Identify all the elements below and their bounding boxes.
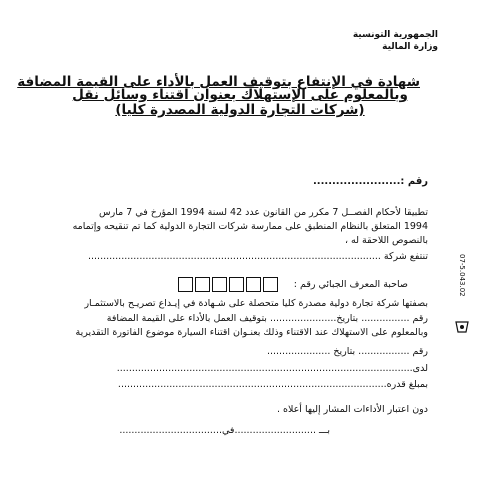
qualification-line-4[interactable]: رقم ................. بتاريخ ..................... bbox=[266, 346, 428, 357]
qualification-line-1: بصفتها شركة تجارة دولية مصدرة كليا متحصلة على شـهادة في إيـداع تصريـح بالاستثمـار bbox=[84, 298, 428, 309]
tax-id-boxes[interactable] bbox=[178, 277, 278, 292]
tax-id-label: صاحبة المعرف الجبائي رقم : bbox=[293, 279, 408, 290]
tax-id-box[interactable] bbox=[195, 277, 210, 292]
tax-id-box[interactable] bbox=[263, 277, 278, 292]
tax-id-box[interactable] bbox=[246, 277, 261, 292]
closing-statement: دون اعتبار الأداءات المشار إليها أعلاه . bbox=[276, 404, 428, 415]
legal-basis-line-3: بالنصوص اللاحقة له ، bbox=[344, 235, 428, 246]
qualification-line-3: وبالمعلوم على الاستهلاك عند الاقتناء وذلك بعنـوان اقتناء السيارة موضوع الفاتورة التقديرية bbox=[75, 327, 428, 338]
title-line-2: وبالمعلوم على الإستهلاك بعنوان اقتناء وسائل نقل bbox=[72, 87, 408, 103]
title-line-3: (شركات التجارة الدولية المصدرة كليا) bbox=[115, 102, 365, 118]
qualification-line-2[interactable]: رقم ................ بتاريخ...................... بتوقيف العمل بالأداء على القيمة المضافة bbox=[106, 313, 428, 324]
legal-basis-line-2: 1994 المتعلق بالنظام المنطبق على ممارسة شركات التجارة الدولية كما تم تنقيحه وإتمامه bbox=[72, 221, 428, 232]
supplier-field[interactable]: لدى.................................................................................................. bbox=[116, 363, 428, 374]
legal-basis-line-1: تطبيقا لأحكام الفصــل 7 مكرر من القانون عدد 42 لسنة 1994 المؤرخ في 7 مارس bbox=[99, 207, 428, 218]
header-ministry: وزارة المالية bbox=[382, 42, 438, 52]
certificate-number: رقم :....................... bbox=[313, 176, 428, 187]
header-republic: الجمهورية التونسية bbox=[352, 30, 438, 40]
title-line-1: شهادة في الإنتفاع بتوقيف العمل بالأداء على القيمة المضافة bbox=[17, 74, 420, 90]
tax-id-box[interactable] bbox=[229, 277, 244, 292]
company-name-field[interactable]: تنتفع شركة ................................................................................................. bbox=[87, 251, 428, 262]
side-reference-code: 07-5.043.02 bbox=[458, 254, 466, 297]
amount-field[interactable]: بمبلغ قدره......................................................................................... bbox=[117, 379, 428, 390]
tax-id-box[interactable] bbox=[178, 277, 193, 292]
place-date-field[interactable]: بـــ ...........................في.................................. bbox=[119, 425, 330, 436]
stamp-icon bbox=[454, 320, 470, 334]
tax-id-box[interactable] bbox=[212, 277, 227, 292]
